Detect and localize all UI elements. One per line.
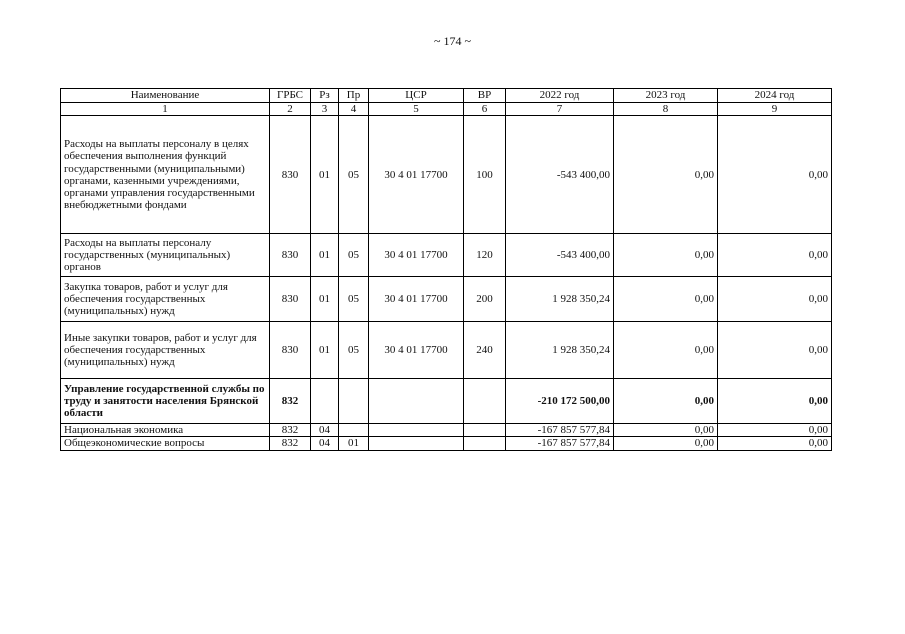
header-grbs: ГРБС: [270, 89, 311, 103]
header-2022: 2022 год: [506, 89, 614, 103]
row-2022: 1 928 350,24: [506, 322, 614, 379]
table-row: [61, 424, 832, 437]
row-name: Национальная экономика: [61, 424, 270, 437]
header-vr: ВР: [464, 89, 506, 103]
row-name: Общеэкономические вопросы: [61, 437, 270, 450]
row-2024: 0,00: [718, 379, 832, 424]
row-rz: 04: [311, 424, 339, 437]
row-vr: 100: [464, 116, 506, 234]
row-2023: 0,00: [614, 116, 718, 234]
row-csr: 30 4 01 17700: [369, 234, 464, 277]
column-number: 4: [339, 103, 369, 116]
row-2022: -167 857 577,84: [506, 424, 614, 437]
header-name: Наименование: [61, 89, 270, 103]
row-2024: 0,00: [718, 437, 832, 450]
row-2022: -543 400,00: [506, 234, 614, 277]
column-number: 6: [464, 103, 506, 116]
row-csr: [369, 424, 464, 437]
header-2023: 2023 год: [614, 89, 718, 103]
row-name: Расходы на выплаты персоналу государственных (муниципальных) органов: [61, 234, 270, 277]
row-2023: 0,00: [614, 379, 718, 424]
table-row: [61, 277, 832, 322]
row-2022: -167 857 577,84: [506, 437, 614, 450]
row-vr: [464, 379, 506, 424]
row-2023: 0,00: [614, 234, 718, 277]
column-number: 8: [614, 103, 718, 116]
column-number: 1: [61, 103, 270, 116]
row-pr: 05: [339, 322, 369, 379]
column-number: 7: [506, 103, 614, 116]
row-grbs: 830: [270, 116, 311, 234]
row-2022: -543 400,00: [506, 116, 614, 234]
row-2023: 0,00: [614, 322, 718, 379]
row-csr: 30 4 01 17700: [369, 322, 464, 379]
row-2024: 0,00: [718, 234, 832, 277]
row-vr: [464, 437, 506, 450]
page-number: ~ 174 ~: [434, 34, 471, 48]
row-name: Расходы на выплаты персоналу в целях обеспечения выполнения функций государственными (муниципальными) органами, казенными учреждениями, органами управления государственными внебюджетными фондами: [61, 116, 270, 234]
row-2023: 0,00: [614, 437, 718, 450]
row-vr: 120: [464, 234, 506, 277]
header-2024: 2024 год: [718, 89, 832, 103]
row-grbs: 830: [270, 322, 311, 379]
header-rz: Рз: [311, 89, 339, 103]
row-name: Иные закупки товаров, работ и услуг для обеспечения государственных (муниципальных) нужд: [61, 322, 270, 379]
table-row: [61, 379, 832, 424]
row-csr: 30 4 01 17700: [369, 116, 464, 234]
row-rz: 01: [311, 277, 339, 322]
row-pr: [339, 379, 369, 424]
header-pr: Пр: [339, 89, 369, 103]
row-2024: 0,00: [718, 424, 832, 437]
budget-table: [60, 88, 832, 451]
row-rz: 01: [311, 234, 339, 277]
column-number: 9: [718, 103, 832, 116]
row-2024: 0,00: [718, 116, 832, 234]
row-pr: 05: [339, 116, 369, 234]
row-csr: 30 4 01 17700: [369, 277, 464, 322]
row-2024: 0,00: [718, 277, 832, 322]
table-row: [61, 234, 832, 277]
row-pr: [339, 424, 369, 437]
row-rz: 01: [311, 322, 339, 379]
row-vr: 240: [464, 322, 506, 379]
row-rz: 01: [311, 116, 339, 234]
row-grbs: 830: [270, 234, 311, 277]
row-pr: 05: [339, 277, 369, 322]
table-row: [61, 437, 832, 450]
column-number-row: [61, 103, 832, 116]
row-name: Управление государственной службы по труду и занятости населения Брянской области: [61, 379, 270, 424]
row-2022: 1 928 350,24: [506, 277, 614, 322]
column-number: 2: [270, 103, 311, 116]
row-2024: 0,00: [718, 322, 832, 379]
row-grbs: 832: [270, 437, 311, 450]
table-row: [61, 116, 832, 234]
row-vr: [464, 424, 506, 437]
row-rz: [311, 379, 339, 424]
row-csr: [369, 379, 464, 424]
row-2023: 0,00: [614, 424, 718, 437]
header-row: [61, 89, 832, 103]
row-grbs: 832: [270, 379, 311, 424]
header-csr: ЦСР: [369, 89, 464, 103]
row-pr: 01: [339, 437, 369, 450]
row-grbs: 832: [270, 424, 311, 437]
row-2022: -210 172 500,00: [506, 379, 614, 424]
row-vr: 200: [464, 277, 506, 322]
row-2023: 0,00: [614, 277, 718, 322]
row-pr: 05: [339, 234, 369, 277]
row-rz: 04: [311, 437, 339, 450]
column-number: 3: [311, 103, 339, 116]
row-csr: [369, 437, 464, 450]
row-grbs: 830: [270, 277, 311, 322]
row-name: Закупка товаров, работ и услуг для обеспечения государственных (муниципальных) нужд: [61, 277, 270, 322]
table-row: [61, 322, 832, 379]
column-number: 5: [369, 103, 464, 116]
